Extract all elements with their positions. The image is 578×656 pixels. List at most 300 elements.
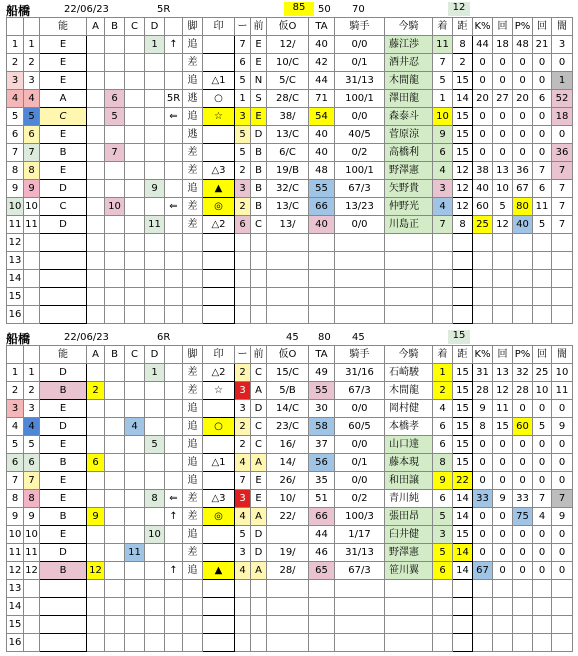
table-cell[interactable] xyxy=(125,234,145,252)
table-cell[interactable]: 25 xyxy=(533,364,552,382)
table-cell[interactable] xyxy=(145,252,165,270)
table-cell[interactable] xyxy=(203,472,235,490)
table-cell[interactable]: E xyxy=(251,472,267,490)
table-cell[interactable] xyxy=(385,634,433,652)
table-cell[interactable]: 60 xyxy=(513,418,533,436)
table-cell[interactable]: 0/0 xyxy=(335,400,385,418)
table-cell[interactable]: 28 xyxy=(473,382,493,400)
table-cell[interactable]: 0 xyxy=(533,472,552,490)
table-cell[interactable] xyxy=(145,580,165,598)
table-cell[interactable]: 0 xyxy=(493,526,513,544)
table-cell[interactable]: 67 xyxy=(513,180,533,198)
table-cell[interactable] xyxy=(309,598,335,616)
table-cell[interactable]: 5 xyxy=(433,72,453,90)
table-cell[interactable]: 9 xyxy=(433,126,453,144)
table-cell[interactable] xyxy=(145,90,165,108)
table-cell[interactable]: 12 xyxy=(493,216,513,234)
table-cell[interactable] xyxy=(165,72,183,90)
table-cell[interactable]: 8 xyxy=(7,162,24,180)
table-cell[interactable]: ↑ xyxy=(165,36,183,54)
table-cell[interactable] xyxy=(87,418,105,436)
table-cell[interactable]: 0/1 xyxy=(335,54,385,72)
table-cell[interactable]: 13/C xyxy=(267,126,309,144)
table-cell[interactable] xyxy=(87,598,105,616)
table-cell[interactable]: 67 xyxy=(473,562,493,580)
table-cell[interactable]: 31/16 xyxy=(335,364,385,382)
table-cell[interactable]: 9 xyxy=(552,418,573,436)
table-cell[interactable] xyxy=(105,598,125,616)
table-cell[interactable] xyxy=(385,234,433,252)
table-cell[interactable]: C xyxy=(40,108,87,126)
table-cell[interactable] xyxy=(105,436,125,454)
table-cell[interactable]: 48 xyxy=(309,162,335,180)
table-cell[interactable]: 0/1 xyxy=(335,454,385,472)
table-cell[interactable] xyxy=(165,216,183,234)
table-cell[interactable]: 14 xyxy=(453,508,473,526)
table-cell[interactable] xyxy=(335,306,385,324)
table-cell[interactable]: B xyxy=(251,180,267,198)
table-cell[interactable] xyxy=(145,144,165,162)
table-cell[interactable]: ⇐ xyxy=(165,490,183,508)
table-cell[interactable]: 8 xyxy=(433,454,453,472)
table-cell[interactable]: 40 xyxy=(309,216,335,234)
table-cell[interactable]: 4 xyxy=(433,400,453,418)
table-cell[interactable]: 28/C xyxy=(267,90,309,108)
table-cell[interactable]: 8 xyxy=(7,490,24,508)
table-cell[interactable] xyxy=(183,616,203,634)
table-cell[interactable]: 36 xyxy=(552,144,573,162)
table-cell[interactable] xyxy=(105,234,125,252)
table-cell[interactable] xyxy=(105,580,125,598)
table-cell[interactable]: 66 xyxy=(309,508,335,526)
table-cell[interactable] xyxy=(513,634,533,652)
table-cell[interactable]: 12 xyxy=(24,562,40,580)
table-cell[interactable]: 7 xyxy=(235,36,251,54)
table-cell[interactable] xyxy=(183,306,203,324)
table-cell[interactable] xyxy=(105,306,125,324)
table-cell[interactable]: 6 xyxy=(235,216,251,234)
table-cell[interactable] xyxy=(453,270,473,288)
table-cell[interactable]: D xyxy=(40,418,87,436)
table-cell[interactable]: 10 xyxy=(493,180,513,198)
table-cell[interactable]: 12 xyxy=(7,562,24,580)
table-cell[interactable] xyxy=(105,270,125,288)
table-cell[interactable] xyxy=(203,288,235,306)
table-cell[interactable] xyxy=(552,234,573,252)
table-cell[interactable] xyxy=(105,54,125,72)
table-cell[interactable]: 14 xyxy=(7,270,24,288)
table-cell[interactable] xyxy=(552,288,573,306)
table-cell[interactable] xyxy=(87,270,105,288)
table-cell[interactable] xyxy=(385,252,433,270)
table-cell[interactable]: 藤江渉 xyxy=(385,36,433,54)
table-cell[interactable] xyxy=(473,270,493,288)
table-cell[interactable]: 35 xyxy=(309,472,335,490)
table-cell[interactable]: 0 xyxy=(513,544,533,562)
table-cell[interactable] xyxy=(493,598,513,616)
table-cell[interactable]: 0 xyxy=(533,108,552,126)
table-cell[interactable]: 野澤憲 xyxy=(385,544,433,562)
table-cell[interactable]: 10 xyxy=(105,198,125,216)
table-cell[interactable] xyxy=(183,288,203,306)
table-cell[interactable] xyxy=(433,598,453,616)
table-cell[interactable] xyxy=(125,54,145,72)
table-cell[interactable] xyxy=(165,616,183,634)
table-cell[interactable]: 臼井健 xyxy=(385,526,433,544)
table-cell[interactable] xyxy=(335,598,385,616)
table-cell[interactable]: 5 xyxy=(533,216,552,234)
table-cell[interactable]: 15 xyxy=(453,382,473,400)
table-cell[interactable]: 13 xyxy=(7,252,24,270)
table-cell[interactable] xyxy=(125,90,145,108)
table-cell[interactable] xyxy=(533,252,552,270)
table-cell[interactable]: 33 xyxy=(473,490,493,508)
table-cell[interactable]: 15 xyxy=(453,418,473,436)
table-cell[interactable]: 差 xyxy=(183,490,203,508)
table-cell[interactable] xyxy=(433,252,453,270)
table-cell[interactable] xyxy=(309,306,335,324)
table-cell[interactable]: 15 xyxy=(453,526,473,544)
table-cell[interactable]: E xyxy=(40,436,87,454)
table-cell[interactable] xyxy=(165,162,183,180)
table-cell[interactable] xyxy=(105,418,125,436)
table-cell[interactable]: 3 xyxy=(235,382,251,400)
table-cell[interactable]: 1 xyxy=(552,72,573,90)
table-cell[interactable] xyxy=(125,526,145,544)
table-cell[interactable]: E xyxy=(40,162,87,180)
table-cell[interactable]: 野澤憲 xyxy=(385,162,433,180)
table-cell[interactable]: 0 xyxy=(473,108,493,126)
table-cell[interactable]: 0 xyxy=(493,144,513,162)
table-cell[interactable] xyxy=(40,234,87,252)
table-cell[interactable]: 1/17 xyxy=(335,526,385,544)
table-cell[interactable] xyxy=(87,252,105,270)
table-cell[interactable] xyxy=(105,544,125,562)
table-cell[interactable]: ☆ xyxy=(203,108,235,126)
table-cell[interactable] xyxy=(335,616,385,634)
table-cell[interactable]: 0 xyxy=(493,54,513,72)
table-cell[interactable]: 0 xyxy=(513,54,533,72)
table-cell[interactable]: B xyxy=(40,562,87,580)
table-cell[interactable]: 40 xyxy=(473,180,493,198)
table-cell[interactable]: 7 xyxy=(533,162,552,180)
table-cell[interactable] xyxy=(145,454,165,472)
table-cell[interactable]: E xyxy=(40,126,87,144)
table-cell[interactable] xyxy=(165,526,183,544)
table-cell[interactable]: 0 xyxy=(533,526,552,544)
table-cell[interactable]: 木間龍 xyxy=(385,382,433,400)
table-cell[interactable] xyxy=(24,306,40,324)
table-cell[interactable]: 44 xyxy=(473,36,493,54)
table-cell[interactable] xyxy=(385,306,433,324)
table-cell[interactable]: 0 xyxy=(493,436,513,454)
table-cell[interactable]: 12 xyxy=(453,180,473,198)
table-cell[interactable]: 6 xyxy=(533,180,552,198)
table-cell[interactable] xyxy=(433,288,453,306)
table-cell[interactable]: △1 xyxy=(203,72,235,90)
table-cell[interactable]: 21 xyxy=(533,36,552,54)
table-cell[interactable] xyxy=(251,598,267,616)
table-cell[interactable]: 15 xyxy=(453,436,473,454)
table-cell[interactable] xyxy=(40,598,87,616)
table-cell[interactable]: D xyxy=(40,216,87,234)
table-cell[interactable]: 1 xyxy=(7,36,24,54)
table-cell[interactable] xyxy=(552,252,573,270)
table-cell[interactable] xyxy=(473,306,493,324)
table-cell[interactable]: ◎ xyxy=(203,198,235,216)
table-cell[interactable] xyxy=(335,580,385,598)
table-cell[interactable]: 60 xyxy=(473,198,493,216)
table-cell[interactable] xyxy=(203,306,235,324)
table-cell[interactable]: 18 xyxy=(552,108,573,126)
table-cell[interactable] xyxy=(385,580,433,598)
table-cell[interactable] xyxy=(105,562,125,580)
table-cell[interactable]: 1 xyxy=(235,90,251,108)
table-cell[interactable] xyxy=(125,162,145,180)
table-cell[interactable] xyxy=(87,616,105,634)
table-cell[interactable] xyxy=(267,580,309,598)
table-cell[interactable]: 7 xyxy=(24,472,40,490)
table-cell[interactable]: 0 xyxy=(533,400,552,418)
table-cell[interactable] xyxy=(473,252,493,270)
table-cell[interactable] xyxy=(183,252,203,270)
table-cell[interactable]: 40 xyxy=(513,216,533,234)
table-cell[interactable] xyxy=(24,598,40,616)
table-cell[interactable]: 0 xyxy=(533,454,552,472)
table-cell[interactable]: 5 xyxy=(235,144,251,162)
table-cell[interactable]: 4 xyxy=(24,418,40,436)
table-cell[interactable]: 0 xyxy=(513,108,533,126)
table-cell[interactable] xyxy=(203,54,235,72)
table-cell[interactable]: 16 xyxy=(7,634,24,652)
table-cell[interactable]: 44 xyxy=(309,72,335,90)
table-cell[interactable]: 48 xyxy=(513,36,533,54)
table-cell[interactable]: 100/1 xyxy=(335,90,385,108)
table-cell[interactable]: 4 xyxy=(24,90,40,108)
table-cell[interactable]: E xyxy=(251,36,267,54)
table-cell[interactable]: 27 xyxy=(493,90,513,108)
table-cell[interactable]: 6 xyxy=(433,144,453,162)
table-cell[interactable] xyxy=(552,616,573,634)
table-cell[interactable] xyxy=(513,288,533,306)
table-cell[interactable]: 2 xyxy=(235,364,251,382)
table-cell[interactable]: 5 xyxy=(24,108,40,126)
table-cell[interactable]: 15 xyxy=(7,288,24,306)
table-cell[interactable]: 11 xyxy=(24,216,40,234)
table-cell[interactable] xyxy=(87,288,105,306)
table-cell[interactable]: C xyxy=(251,418,267,436)
table-cell[interactable] xyxy=(453,234,473,252)
table-cell[interactable]: 14 xyxy=(453,490,473,508)
table-cell[interactable]: 追 xyxy=(183,36,203,54)
table-cell[interactable] xyxy=(165,598,183,616)
table-cell[interactable]: 藤本現 xyxy=(385,454,433,472)
table-cell[interactable] xyxy=(87,162,105,180)
table-cell[interactable]: 100/1 xyxy=(335,162,385,180)
table-cell[interactable]: 6 xyxy=(7,126,24,144)
table-cell[interactable]: A xyxy=(251,382,267,400)
table-cell[interactable] xyxy=(335,252,385,270)
table-cell[interactable]: 14 xyxy=(453,562,473,580)
table-cell[interactable]: S xyxy=(251,90,267,108)
table-cell[interactable] xyxy=(87,90,105,108)
table-cell[interactable]: 差 xyxy=(183,162,203,180)
table-cell[interactable] xyxy=(493,288,513,306)
table-cell[interactable]: 7 xyxy=(433,216,453,234)
table-cell[interactable] xyxy=(203,126,235,144)
table-cell[interactable] xyxy=(533,234,552,252)
table-cell[interactable] xyxy=(203,252,235,270)
table-cell[interactable] xyxy=(251,288,267,306)
table-cell[interactable]: 10 xyxy=(433,108,453,126)
table-cell[interactable] xyxy=(40,306,87,324)
table-cell[interactable]: 2 xyxy=(87,382,105,400)
table-cell[interactable] xyxy=(125,306,145,324)
table-cell[interactable]: 0/0 xyxy=(335,436,385,454)
table-cell[interactable]: 11 xyxy=(24,544,40,562)
table-cell[interactable]: 51 xyxy=(309,490,335,508)
table-cell[interactable]: 0 xyxy=(533,72,552,90)
table-cell[interactable] xyxy=(87,306,105,324)
table-cell[interactable]: 差 xyxy=(183,144,203,162)
table-cell[interactable]: 38/ xyxy=(267,108,309,126)
table-cell[interactable] xyxy=(40,270,87,288)
table-cell[interactable]: 3 xyxy=(235,400,251,418)
table-cell[interactable]: 75 xyxy=(513,508,533,526)
table-cell[interactable]: 46 xyxy=(309,544,335,562)
table-cell[interactable]: 0 xyxy=(473,144,493,162)
table-cell[interactable] xyxy=(105,288,125,306)
table-cell[interactable]: 5 xyxy=(235,126,251,144)
table-cell[interactable]: 0 xyxy=(493,562,513,580)
table-cell[interactable]: 7 xyxy=(552,198,573,216)
table-cell[interactable]: 20 xyxy=(473,90,493,108)
table-cell[interactable] xyxy=(125,562,145,580)
table-cell[interactable]: 0 xyxy=(493,454,513,472)
table-cell[interactable]: 0 xyxy=(513,400,533,418)
table-cell[interactable]: 28/ xyxy=(267,562,309,580)
table-cell[interactable]: 65 xyxy=(309,562,335,580)
table-cell[interactable]: 0 xyxy=(513,472,533,490)
table-cell[interactable]: 10 xyxy=(145,526,165,544)
table-cell[interactable]: 11 xyxy=(433,36,453,54)
table-cell[interactable]: 0 xyxy=(493,108,513,126)
table-cell[interactable] xyxy=(251,306,267,324)
table-cell[interactable]: 16/ xyxy=(267,436,309,454)
table-cell[interactable] xyxy=(385,288,433,306)
table-cell[interactable] xyxy=(251,634,267,652)
table-cell[interactable] xyxy=(433,616,453,634)
table-cell[interactable] xyxy=(493,252,513,270)
table-cell[interactable]: 笹川翼 xyxy=(385,562,433,580)
table-cell[interactable]: 0 xyxy=(533,126,552,144)
table-cell[interactable] xyxy=(165,252,183,270)
table-cell[interactable]: E xyxy=(40,36,87,54)
table-cell[interactable]: 0/0 xyxy=(335,216,385,234)
table-cell[interactable]: 2 xyxy=(433,382,453,400)
table-cell[interactable]: E xyxy=(251,108,267,126)
table-cell[interactable] xyxy=(125,198,145,216)
table-cell[interactable] xyxy=(493,580,513,598)
table-cell[interactable]: 12 xyxy=(453,198,473,216)
table-cell[interactable]: 岡村健 xyxy=(385,400,433,418)
table-cell[interactable] xyxy=(165,364,183,382)
table-cell[interactable] xyxy=(105,216,125,234)
table-cell[interactable] xyxy=(493,616,513,634)
table-cell[interactable] xyxy=(145,400,165,418)
table-cell[interactable] xyxy=(145,508,165,526)
table-cell[interactable] xyxy=(165,306,183,324)
table-cell[interactable] xyxy=(145,306,165,324)
table-cell[interactable]: 11 xyxy=(7,544,24,562)
table-cell[interactable]: 15 xyxy=(453,400,473,418)
table-cell[interactable] xyxy=(87,472,105,490)
table-cell[interactable]: 3 xyxy=(552,36,573,54)
table-cell[interactable] xyxy=(203,598,235,616)
table-cell[interactable] xyxy=(267,270,309,288)
table-cell[interactable] xyxy=(125,72,145,90)
table-cell[interactable]: 15 xyxy=(453,454,473,472)
table-cell[interactable]: 10 xyxy=(24,198,40,216)
table-cell[interactable]: 0 xyxy=(552,400,573,418)
table-cell[interactable] xyxy=(473,598,493,616)
table-cell[interactable] xyxy=(203,270,235,288)
table-cell[interactable]: 1 xyxy=(433,90,453,108)
table-cell[interactable] xyxy=(533,634,552,652)
table-cell[interactable] xyxy=(533,580,552,598)
table-cell[interactable] xyxy=(183,234,203,252)
table-cell[interactable] xyxy=(183,598,203,616)
table-cell[interactable]: 差 xyxy=(183,364,203,382)
table-cell[interactable]: ☆ xyxy=(203,382,235,400)
table-cell[interactable]: 4 xyxy=(235,508,251,526)
table-cell[interactable]: 11 xyxy=(552,382,573,400)
table-cell[interactable]: C xyxy=(251,436,267,454)
table-cell[interactable]: 15 xyxy=(453,108,473,126)
table-cell[interactable]: 66 xyxy=(309,198,335,216)
table-cell[interactable]: 追 xyxy=(183,562,203,580)
table-cell[interactable] xyxy=(335,634,385,652)
table-cell[interactable]: 9 xyxy=(433,472,453,490)
table-cell[interactable] xyxy=(533,288,552,306)
table-cell[interactable]: 40/5 xyxy=(335,126,385,144)
table-cell[interactable] xyxy=(145,616,165,634)
table-cell[interactable] xyxy=(40,580,87,598)
table-cell[interactable] xyxy=(473,288,493,306)
table-cell[interactable]: 2 xyxy=(235,198,251,216)
table-cell[interactable]: 1 xyxy=(24,364,40,382)
table-cell[interactable] xyxy=(125,616,145,634)
table-cell[interactable]: 4 xyxy=(235,562,251,580)
table-cell[interactable] xyxy=(125,436,145,454)
table-cell[interactable]: 6 xyxy=(24,126,40,144)
table-cell[interactable] xyxy=(125,472,145,490)
table-cell[interactable]: 差 xyxy=(183,54,203,72)
table-cell[interactable]: 14 xyxy=(7,598,24,616)
table-cell[interactable]: 31 xyxy=(473,364,493,382)
table-cell[interactable]: 0 xyxy=(473,436,493,454)
table-cell[interactable]: A xyxy=(40,90,87,108)
table-cell[interactable]: 6 xyxy=(433,418,453,436)
table-cell[interactable]: 80 xyxy=(513,198,533,216)
table-cell[interactable]: 追 xyxy=(183,472,203,490)
table-cell[interactable]: ⇐ xyxy=(165,198,183,216)
table-cell[interactable]: 12/ xyxy=(267,36,309,54)
table-cell[interactable] xyxy=(24,634,40,652)
table-cell[interactable]: 8 xyxy=(145,490,165,508)
table-cell[interactable]: 23/C xyxy=(267,418,309,436)
table-cell[interactable] xyxy=(105,382,125,400)
